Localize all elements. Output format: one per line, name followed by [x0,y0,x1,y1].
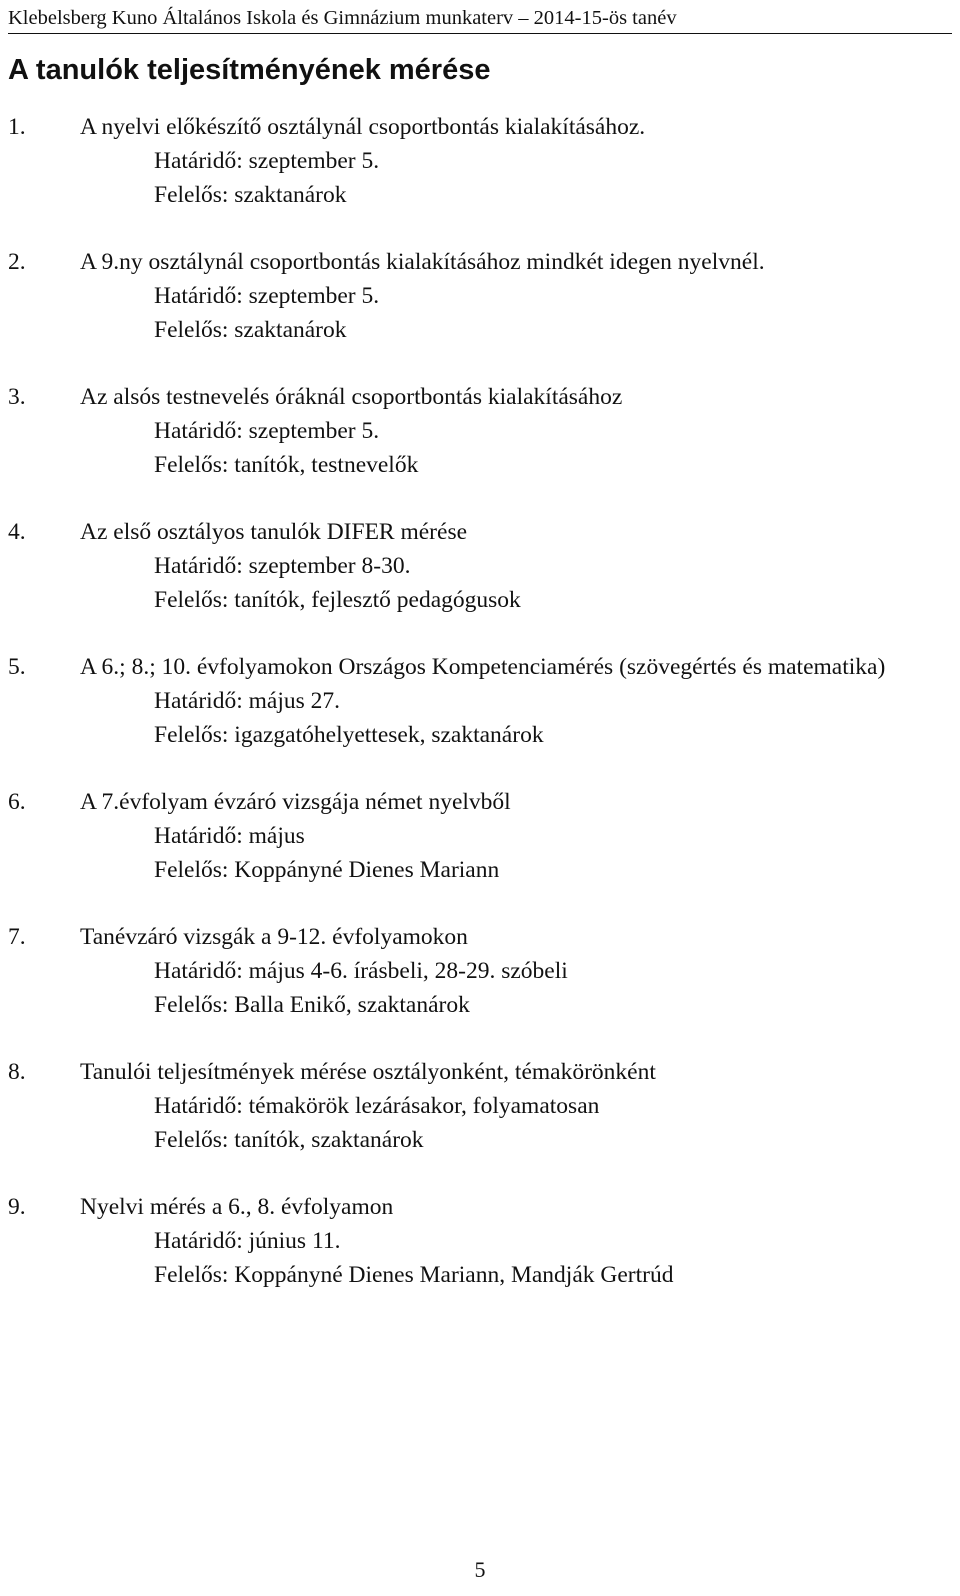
item-number: 7. [8,924,26,950]
section-title: A tanulók teljesítményének mérése [8,54,491,86]
item-number: 2. [8,249,26,275]
item-text: A 7.évfolyam évzáró vizsgája német nyelvből [80,789,511,815]
item-text: A nyelvi előkészítő osztálynál csoportbontás kialakításához. [80,114,646,140]
item-deadline: Határidő: június 11. [154,1228,341,1254]
item-text: Az első osztályos tanulók DIFER mérése [80,519,468,545]
item-text: A 9.ny osztálynál csoportbontás kialakításához mindkét idegen nyelvnél. [80,249,765,275]
item-responsible: Felelős: Koppányné Dienes Mariann [154,857,500,883]
item-responsible: Felelős: tanítók, szaktanárok [154,1127,424,1153]
item-responsible: Felelős: tanítók, fejlesztő pedagógusok [154,587,521,613]
list-item [0,785,960,887]
item-deadline: Határidő: témakörök lezárásakor, folyamatosan [154,1093,600,1119]
item-responsible: Felelős: szaktanárok [154,182,347,208]
item-number: 6. [8,789,26,815]
item-deadline: Határidő: szeptember 5. [154,418,380,444]
item-responsible: Felelős: igazgatóhelyettesek, szaktanárok [154,722,544,748]
item-responsible: Felelős: szaktanárok [154,317,347,343]
list-item [0,515,960,617]
item-text: Tanévzáró vizsgák a 9-12. évfolyamokon [80,924,468,950]
item-responsible: Felelős: Balla Enikő, szaktanárok [154,992,470,1018]
item-deadline: Határidő: május 4-6. írásbeli, 28-29. szóbeli [154,958,568,984]
item-deadline: Határidő: szeptember 5. [154,283,380,309]
page-number: 5 [474,1557,486,1582]
list-item [0,1055,960,1157]
item-text: Tanulói teljesítmények mérése osztályonként, témakörönként [80,1059,656,1085]
list-item [0,650,960,752]
item-deadline: Határidő: szeptember 8-30. [154,553,411,579]
item-text: Nyelvi mérés a 6., 8. évfolyamon [80,1194,394,1220]
item-deadline: Határidő: szeptember 5. [154,148,380,174]
item-number: 8. [8,1059,26,1085]
page-header: Klebelsberg Kuno Általános Iskola és Gimnázium munkaterv – 2014-15-ös tanév [8,4,952,34]
item-number: 1. [8,114,26,140]
item-number: 9. [8,1194,26,1220]
list-item [0,920,960,1022]
item-text: A 6.; 8.; 10. évfolyamokon Országos Kompetenciamérés (szövegértés és matematika) [80,654,886,680]
item-responsible: Felelős: tanítók, testnevelők [154,452,419,478]
task-list [0,110,960,1325]
item-text: Az alsós testnevelés óráknál csoportbontás kialakításához [80,384,623,410]
item-deadline: Határidő: május 27. [154,688,341,714]
item-deadline: Határidő: május [154,823,305,849]
list-item [0,1190,960,1292]
list-item [0,380,960,482]
list-item [0,110,960,212]
item-number: 5. [8,654,26,680]
item-number: 3. [8,384,26,410]
item-number: 4. [8,519,26,545]
item-responsible: Felelős: Koppányné Dienes Mariann, Mandják Gertrúd [154,1262,674,1288]
list-item [0,245,960,347]
